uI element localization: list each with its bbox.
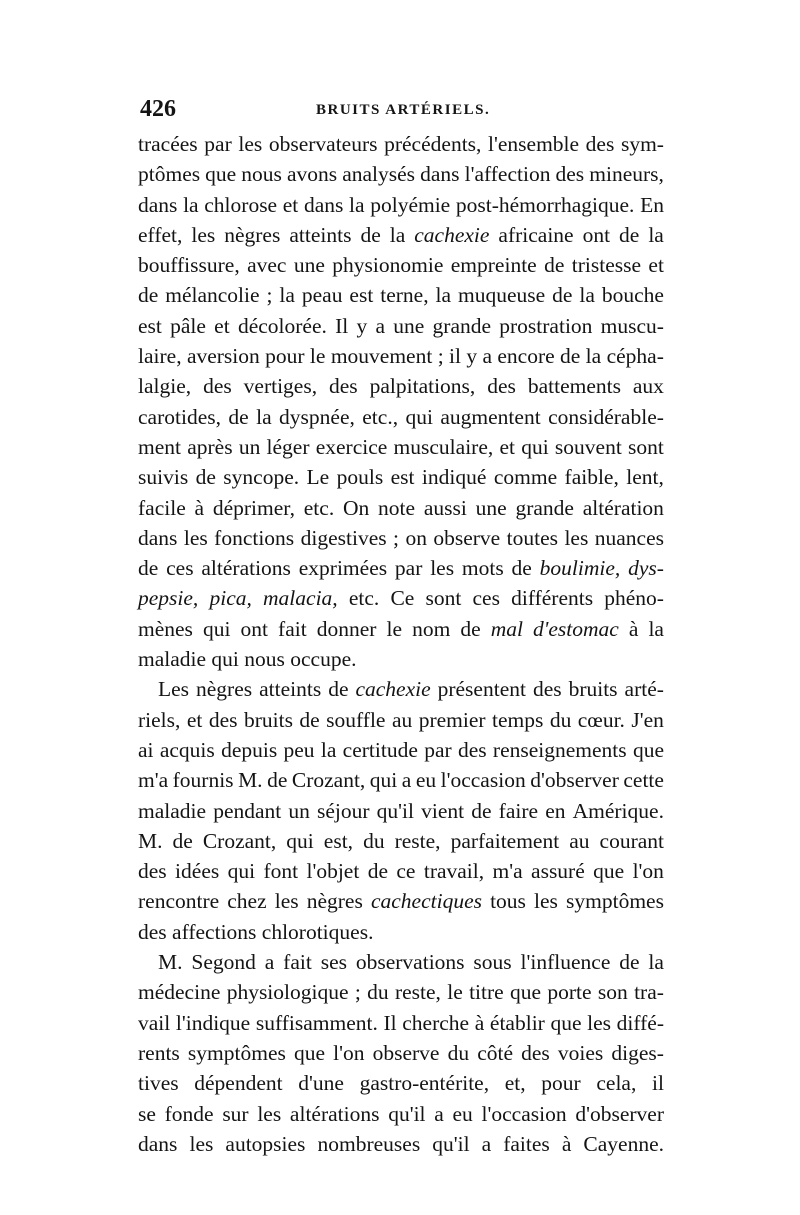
text-line: rencontre chez les nègres cachectiques tous les symptômes: [138, 889, 664, 914]
text-line: mènes qui ont fait donner le nom de mal d'estomac à la: [138, 616, 664, 641]
text-line: riels, et des bruits de souffle au premier temps du cœur. J'en: [138, 707, 664, 732]
text-line: vail l'indique suffisamment. Il cherche à établir que les diffé-: [138, 1010, 664, 1035]
page-number: 426: [140, 96, 176, 122]
text-line: lalgie, des vertiges, des palpitations, des battements aux: [138, 374, 664, 399]
text-line: laire, aversion pour le mouvement ; il y a encore de la cépha-: [138, 344, 664, 369]
text-line: tracées par les observateurs précédents, l'ensemble des sym-: [138, 132, 664, 156]
text-line: M. de Crozant, qui est, du reste, parfaitement au courant: [138, 828, 664, 853]
text-line: maladie qui nous occupe.: [138, 647, 357, 672]
text-line: des idées qui font l'objet de ce travail, m'a assuré que l'on: [138, 859, 664, 884]
text-line: de mélancolie ; la peau est terne, la muqueuse de la bouche: [138, 283, 664, 308]
text-line: facile à déprimer, etc. On note aussi une grande altération: [138, 495, 664, 520]
text-line: se fonde sur les altérations qu'il a eu l'occasion d'observer: [138, 1101, 664, 1126]
running-title: BRUITS ARTÉRIELS.: [316, 102, 491, 118]
text-line: Les nègres atteints de cachexie présentent des bruits arté-: [158, 677, 664, 702]
text-line: dans la chlorose et dans la polyémie post-hémorrhagique. En: [138, 192, 664, 217]
text-line: ptômes que nous avons analysés dans l'affection des mineurs,: [138, 162, 664, 187]
text-line: ment après un léger exercice musculaire, et qui souvent sont: [138, 434, 664, 459]
text-line: dans les autopsies nombreuses qu'il a faites à Cayenne.: [138, 1131, 664, 1156]
text-line: effet, les nègres atteints de la cachexie africaine ont de la: [138, 222, 664, 247]
text-line: m'a fournis M. de Crozant, qui a eu l'occasion d'observer cette: [138, 768, 664, 793]
text-line: tives dépendent d'une gastro-entérite, et, pour cela, il: [138, 1071, 664, 1096]
text-line: est pâle et décolorée. Il y a une grande prostration muscu-: [138, 313, 664, 338]
text-line: bouffissure, avec une physionomie empreinte de tristesse et: [138, 253, 664, 278]
text-line: maladie pendant un séjour qu'il vient de faire en Amérique.: [138, 798, 664, 823]
text-line: pepsie, pica, malacia, etc. Ce sont ces différents phéno-: [138, 586, 664, 611]
text-line: carotides, de la dyspnée, etc., qui augmentent considérable-: [138, 404, 664, 429]
text-line: de ces altérations exprimées par les mots de boulimie, dys-: [138, 556, 664, 581]
text-line: suivis de syncope. Le pouls est indiqué comme faible, lent,: [138, 465, 664, 490]
body-text: [138, 129, 664, 1159]
text-line: ai acquis depuis peu la certitude par des renseignements que: [138, 737, 664, 762]
text-line: des affections chlorotiques.: [138, 919, 374, 944]
text-line: dans les fonctions digestives ; on observe toutes les nuances: [138, 525, 664, 550]
text-line: médecine physiologique ; du reste, le titre que porte son tra-: [138, 980, 664, 1005]
text-line: M. Segond a fait ses observations sous l'influence de la: [158, 950, 664, 975]
text-line: rents symptômes que l'on observe du côté des voies diges-: [138, 1040, 664, 1065]
